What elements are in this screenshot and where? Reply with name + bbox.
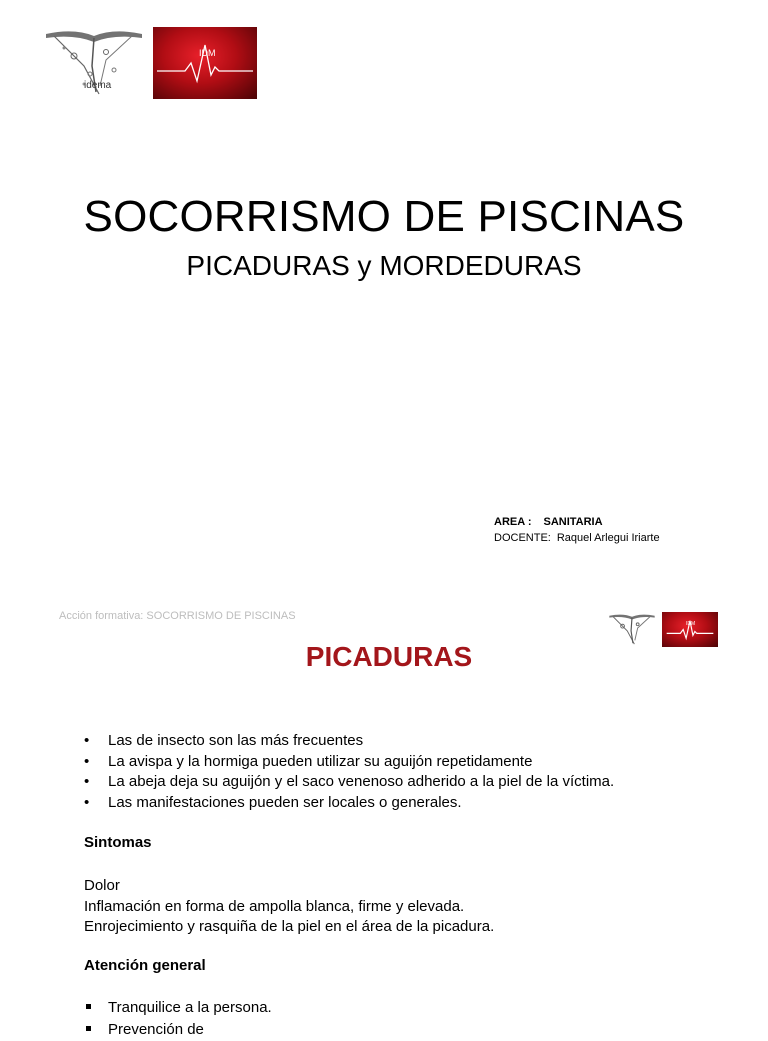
docente-label: DOCENTE: (494, 532, 551, 544)
symptoms-list (84, 876, 494, 938)
symptom-item: Inflamación en forma de ampolla blanca, firme y elevada. (84, 897, 465, 915)
area-label: AREA : (494, 516, 532, 528)
idm-logo-small-text: IDM (686, 621, 696, 627)
area-value: SANITARIA (543, 516, 603, 528)
section-heading: PICADURAS (305, 641, 473, 672)
bullet-icon: • (84, 793, 90, 811)
idm-logo-text: IDM (199, 48, 216, 58)
bullet-list (84, 731, 614, 813)
attention-heading: Atención general (84, 957, 206, 974)
course-footer: Acción formativa: SOCORRISMO DE PISCINAS (59, 610, 296, 622)
square-bullet-icon (86, 1026, 91, 1031)
area-line (494, 516, 603, 528)
list-item: Prevención de (84, 1019, 272, 1041)
idm-logo (153, 27, 257, 99)
list-item: • La avispa y la hormiga pueden utilizar su aguijón repetidamente (84, 752, 614, 773)
bullet-icon: • (84, 773, 90, 790)
bullet-icon: • (84, 752, 90, 770)
page-subtitle: PICADURAS y MORDEDURAS (186, 250, 582, 281)
symptom-item: Enrojecimiento y rasquiña de la piel en el área de la picadura. (84, 918, 495, 935)
list-item: • Las de insecto son las más frecuentes (84, 731, 614, 752)
idema-logo (44, 26, 144, 98)
list-item: Tranquilice a la persona. (84, 997, 272, 1019)
idema-logo-text: idema (84, 80, 112, 91)
list-item: • La abeja deja su aguijón y el saco venenoso adherido a la piel de la víctima. (84, 772, 614, 793)
bullet-icon: • (84, 732, 90, 749)
square-bullet-icon (86, 1004, 91, 1009)
list-item: • Las manifestaciones pueden ser locales o generales. (84, 793, 614, 814)
docente-line (494, 532, 660, 544)
symptoms-heading: Sintomas (84, 834, 152, 851)
attention-list (84, 997, 272, 1041)
docente-value: Raquel Arlegui Iriarte (556, 532, 660, 544)
symptom-item: Dolor (84, 877, 120, 894)
page-title: SOCORRISMO DE PISCINAS (83, 192, 685, 241)
